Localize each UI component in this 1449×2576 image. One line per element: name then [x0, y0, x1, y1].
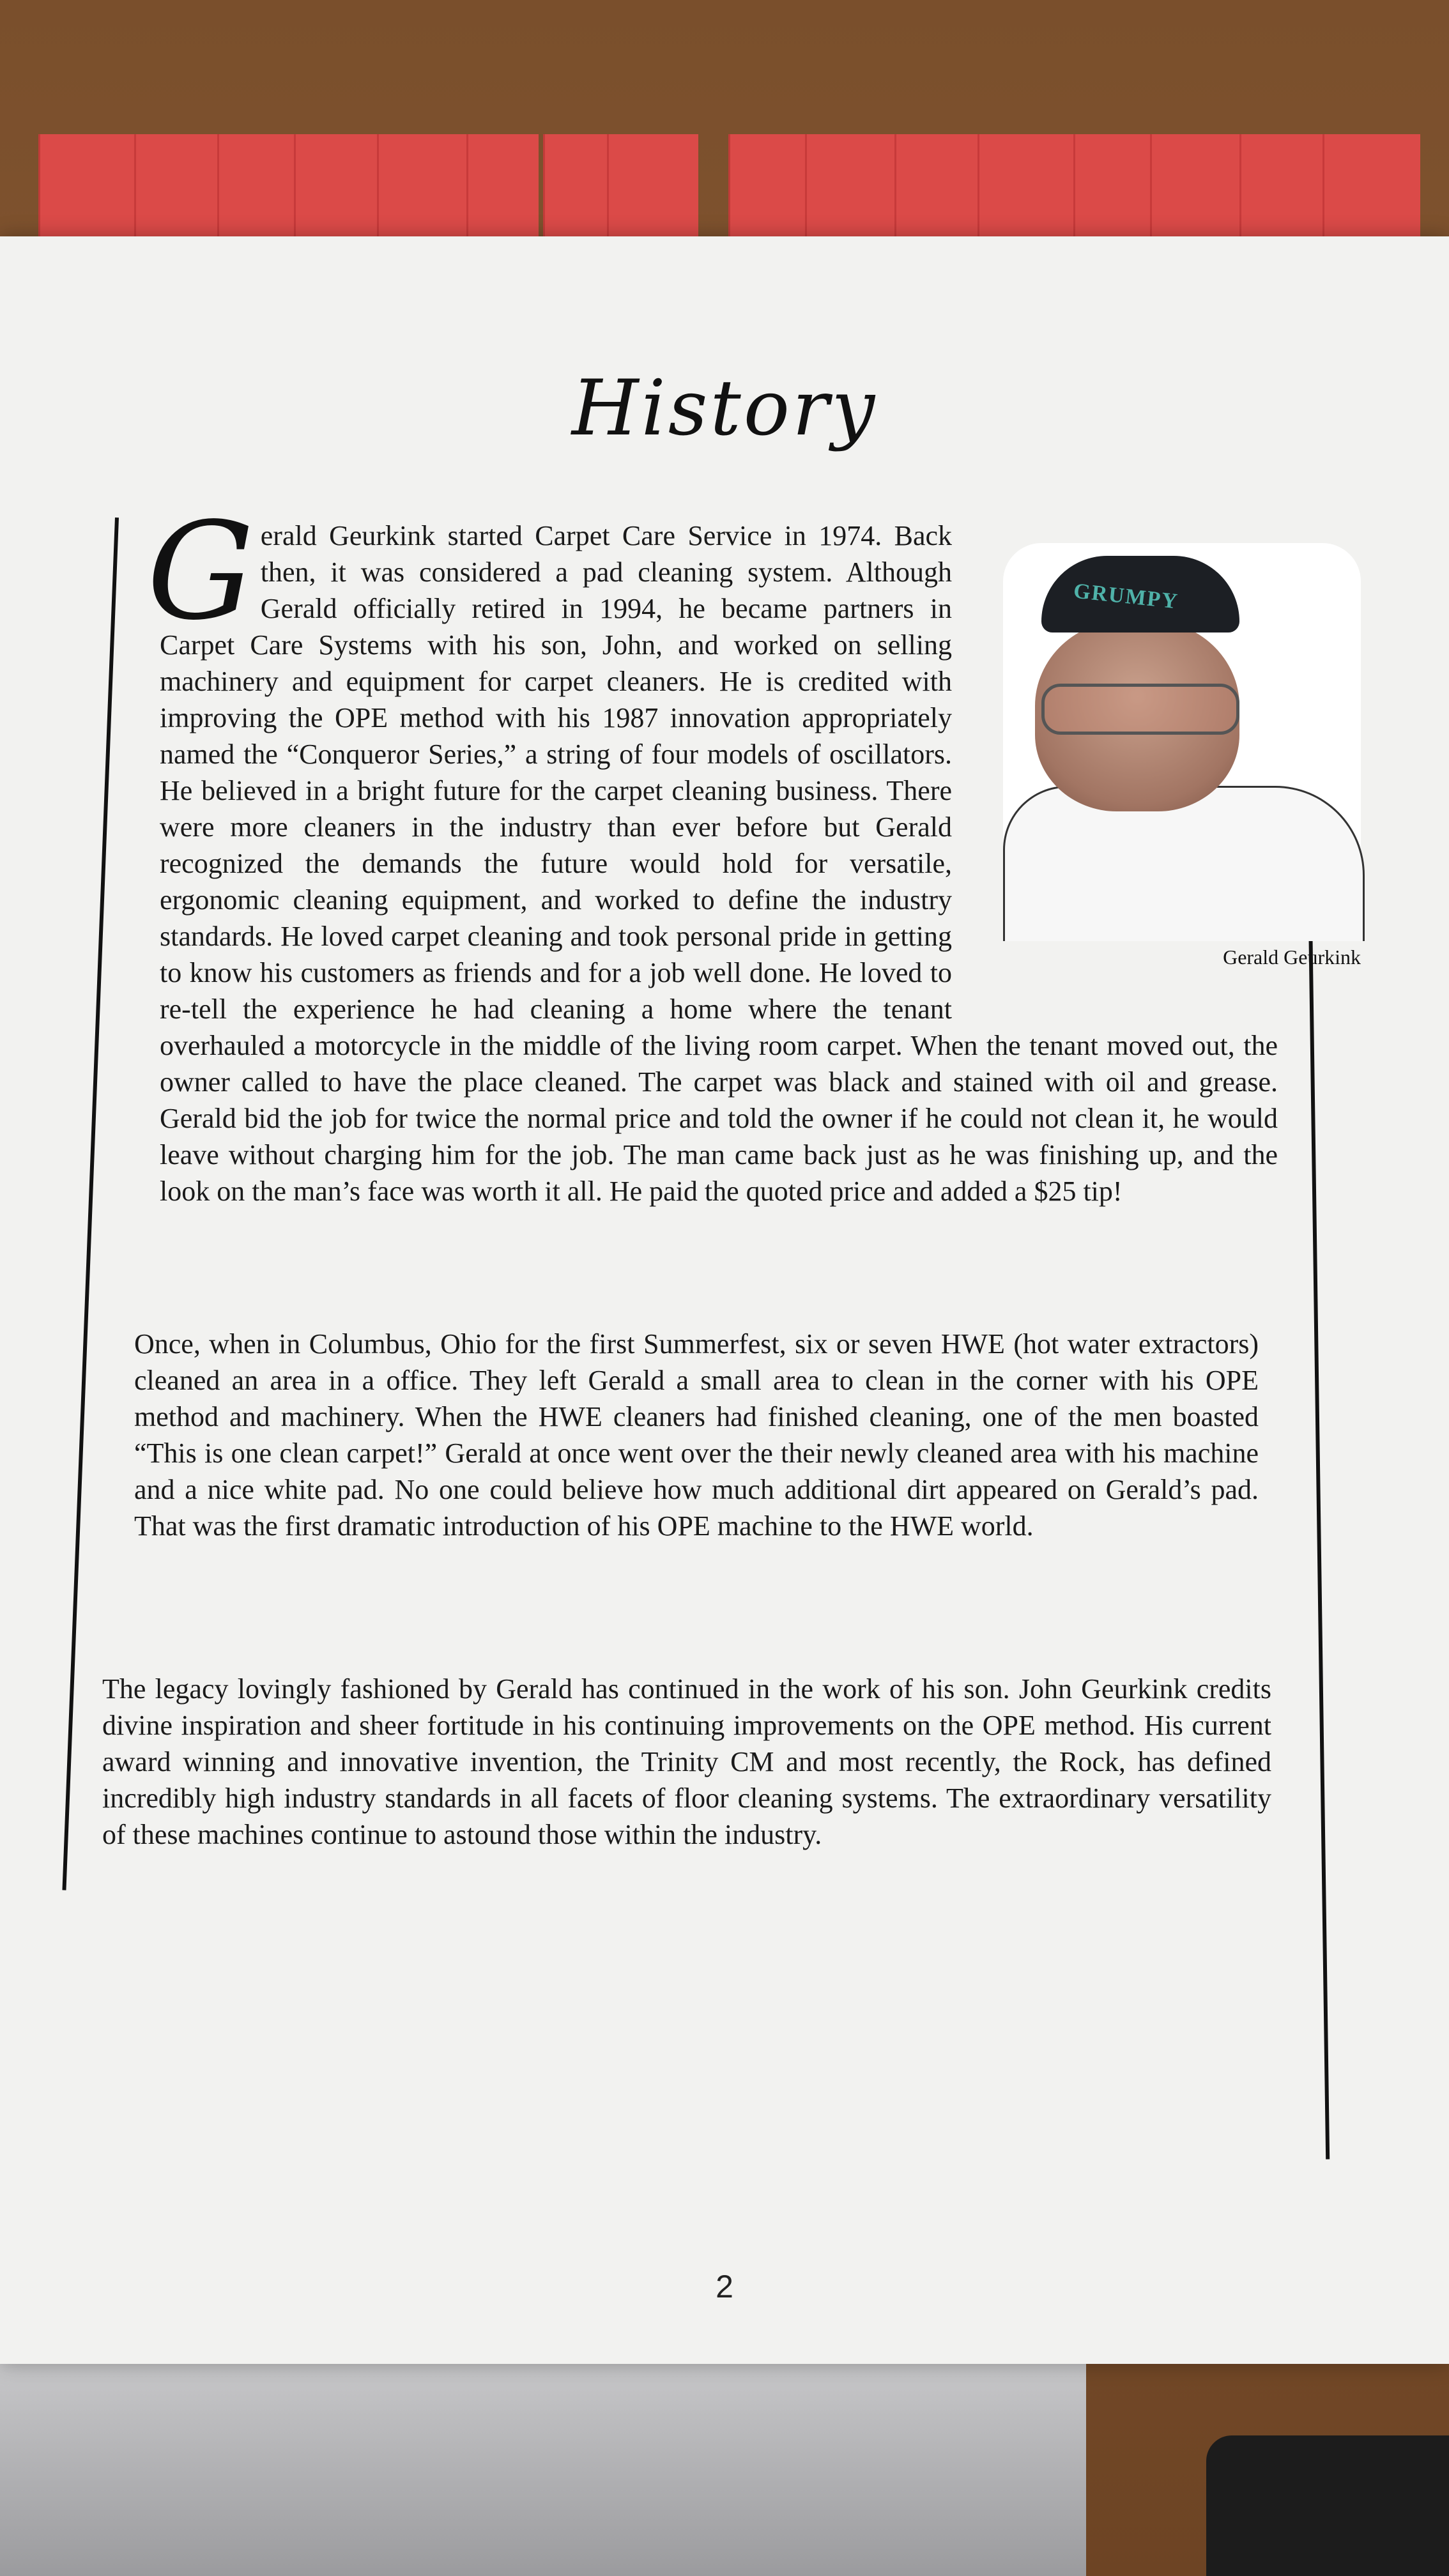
red-page-tabs	[0, 134, 1449, 249]
shirt	[1003, 786, 1365, 941]
dark-object-corner	[1206, 2435, 1449, 2576]
paragraph-1-text: erald Geurkink started Carpet Care Service in 1974. Back then, it was considered a pad cleaning system. Although Gerald officially retired in 1994, he became partners in Carpet Care Systems with his son, John, and worked on selling machinery and equipment for carpet cleaners. He is credited with improving the OPE method with his 1987 innovation appropriately named the “Conqueror Series,” a string of four models of oscillators. He believed in a bright future for the carpet cleaning business. There were more cleaners in the industry than ever before but Gerald recognized the demands the future would hold for versatile, ergonomic cleaning equipment, and worked to define the industry standards. He loved carpet cleaning and took personal pride in getting to know his customers as friends and for a job well done. He loved to re-tell the experience he had cleaning a home where the tenant overhauled a motorcycle in the middle of the living room carpet. When the tenant moved out, the owner called to have the place cleaned. The carpet was black and stained with oil and grease. Gerald bid the job for twice the normal price and told the owner if he could not clean it, he would leave without charging him for the job. The man came back just as he was finishing up, and the look on the man’s face was worth it all. He paid the quoted price and added a $25 tip!	[160, 520, 1278, 1207]
document-page	[0, 236, 1449, 2364]
photo-caption: Gerald Geurkink	[1223, 946, 1361, 969]
page-title: History	[571, 364, 878, 453]
drop-cap: G	[147, 493, 254, 650]
portrait-photo	[977, 543, 1361, 984]
laptop-edge	[0, 2364, 1086, 2576]
cap-text: GRUMPY	[1072, 579, 1180, 614]
paragraph-1	[147, 493, 1361, 1209]
glasses-icon	[1041, 684, 1239, 735]
paragraph-3: The legacy lovingly fashioned by Gerald has continued in the work of his son. John Geurkink credits divine inspiration and sheer fortitude in his continuing improvements on the OPE method. His current award winning and innovative invention, the Trinity CM and most recently, the Rock, has defined incredibly high industry standards in all facets of floor cleaning systems. The extraordinary versatility of these machines continue to astound those within the industry.	[102, 1673, 1271, 1850]
page-number: 2	[716, 2269, 733, 2304]
paragraph-2: Once, when in Columbus, Ohio for the first Summerfest, six or seven HWE (hot water extractors) cleaned an area in a office. They left Gerald a small area to clean in the corner with his OPE method and machinery. When the HWE cleaners had finished cleaning, one of the men boasted “This is one clean carpet!” Gerald at once went over the their newly cleaned area with his machine and a nice white pad. No one could believe how much additional dirt appeared on Gerald’s pad. That was the first dramatic introduction of his OPE machine to the HWE world.	[134, 1328, 1259, 1542]
